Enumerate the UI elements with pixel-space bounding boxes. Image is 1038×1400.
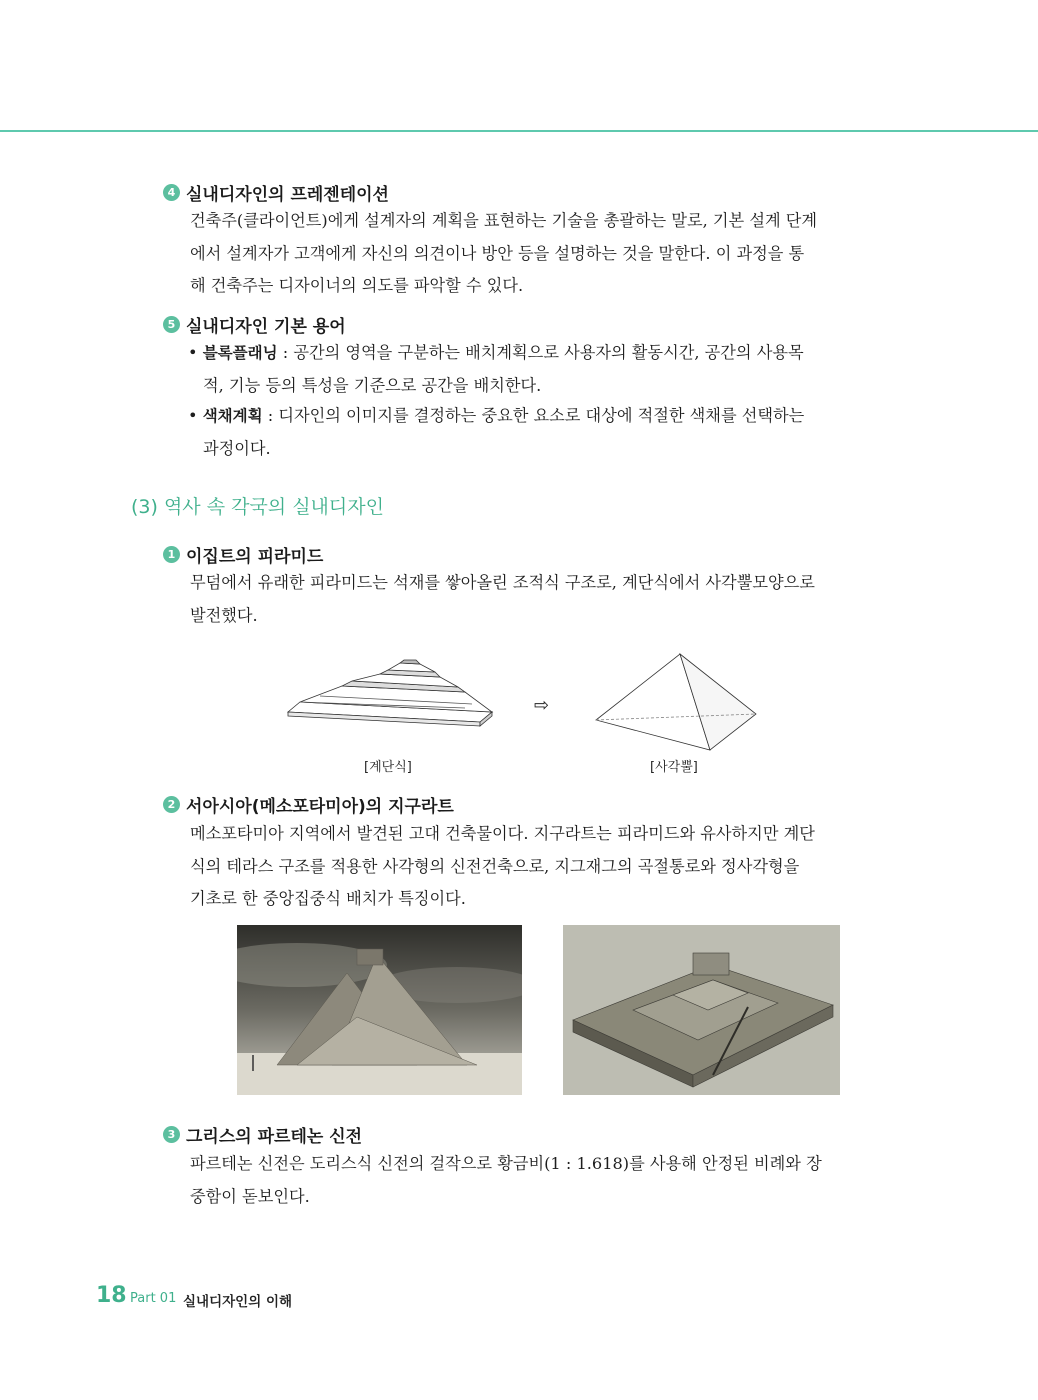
bullet-line: • 블록플래닝 : 공간의 영역을 구분하는 배치계획으로 사용자의 활동시간, 공간의 사용목: [188, 343, 804, 362]
footer-part-label: Part 01: [130, 1291, 177, 1306]
paragraph-pyramid: [190, 567, 890, 632]
caption-stepped: [계단식]: [364, 760, 412, 775]
arrow-right-icon: ⇨: [534, 695, 550, 716]
bullet-block-planning: [188, 337, 893, 402]
bullet-text: 디자인의 이미지를 결정하는 중요한 요소로 대상에 적절한 색채를 선택하는: [278, 406, 805, 425]
bullet-term: 색채계획: [202, 407, 263, 425]
text-line: 해 건축주는 디자이너의 의도를 파악할 수 있다.: [190, 276, 524, 295]
number-badge: 4: [163, 184, 180, 201]
bullet-color-planning: [188, 400, 893, 465]
text-line: 파르테논 신전은 도리스식 신전의 걸작으로 황금비(1 : 1.618)를 사용해 안정된 비례와 장: [190, 1154, 822, 1173]
heading-text: 그리스의 파르테논 신전: [186, 1127, 363, 1147]
pyramid-diagram: [280, 650, 760, 760]
text-line: 무덤에서 유래한 피라미드는 석재를 쌓아올린 조적식 구조로, 계단식에서 사각뿔모양으로: [190, 573, 815, 592]
heading-parthenon: [163, 1122, 362, 1147]
bullet-text: 공간의 영역을 구분하는 배치계획으로 사용자의 활동시간, 공간의 사용목: [293, 343, 804, 362]
text-line: 중함이 돋보인다.: [190, 1186, 310, 1206]
text-line: 건축주(클라이언트)에게 설계자의 계획을 표현하는 기술을 총괄하는 말로, 기본 설계 단계: [190, 211, 818, 230]
text-line: 에서 설계자가 고객에게 자신의 의견이나 방안 등을 설명하는 것을 말한다. 이 과정을 통: [190, 243, 805, 263]
page-number: 18: [96, 1283, 127, 1308]
section-title: (3) 역사 속 각국의 실내디자인: [131, 496, 384, 518]
heading-text: 실내디자인 기본 용어: [186, 317, 346, 337]
stepped-pyramid: [288, 660, 492, 726]
number-badge: 3: [163, 1126, 180, 1143]
square-pyramid: [596, 654, 756, 750]
bullet-separator: :: [262, 406, 279, 425]
bullet-text: 과정이다.: [203, 438, 271, 458]
heading-presentation: [163, 180, 389, 205]
header-rule: [0, 130, 1038, 132]
number-badge: 5: [163, 316, 180, 333]
heading-egypt-pyramid: [163, 542, 323, 567]
text-line: 기초로 한 중앙집중식 배치가 특징이다.: [190, 889, 466, 908]
text-line: 메소포타미아 지역에서 발견된 고대 건축물이다. 지구라트는 피라미드와 유사하지만 계단: [190, 824, 815, 843]
bullet-text: 적, 기능 등의 특성을 기준으로 공간을 배치한다.: [203, 375, 542, 395]
heading-text: 실내디자인의 프레젠테이션: [186, 185, 389, 205]
number-badge: 2: [163, 796, 180, 813]
bullet-line: • 색채계획 : 디자인의 이미지를 결정하는 중요한 요소로 대상에 적절한 색채를 선택하는: [188, 406, 805, 425]
ziggurat-render-photo: [237, 925, 522, 1095]
text-line: 식의 테라스 구조를 적용한 사각형의 신전건축으로, 지그재그의 곡절통로와 정사각형을: [190, 856, 800, 876]
heading-text: 서아시아(메소포타미아)의 지구라트: [186, 797, 454, 817]
bullet-term: 블록플래닝: [202, 344, 278, 362]
caption-square-pyramid: [사각뿔]: [650, 760, 698, 775]
heading-basic-terms: [163, 312, 346, 337]
text-line: 발전했다.: [190, 605, 258, 625]
number-badge: 1: [163, 546, 180, 563]
paragraph-presentation: [190, 205, 890, 303]
heading-text: 이집트의 피라미드: [186, 547, 324, 567]
paragraph-parthenon: [190, 1148, 890, 1213]
heading-ziggurat: [163, 792, 454, 817]
footer-chapter-title: 실내디자인의 이해: [183, 1294, 293, 1310]
ziggurat-model-photo: [563, 925, 840, 1095]
paragraph-ziggurat: [190, 818, 890, 916]
bullet-separator: :: [277, 343, 294, 362]
